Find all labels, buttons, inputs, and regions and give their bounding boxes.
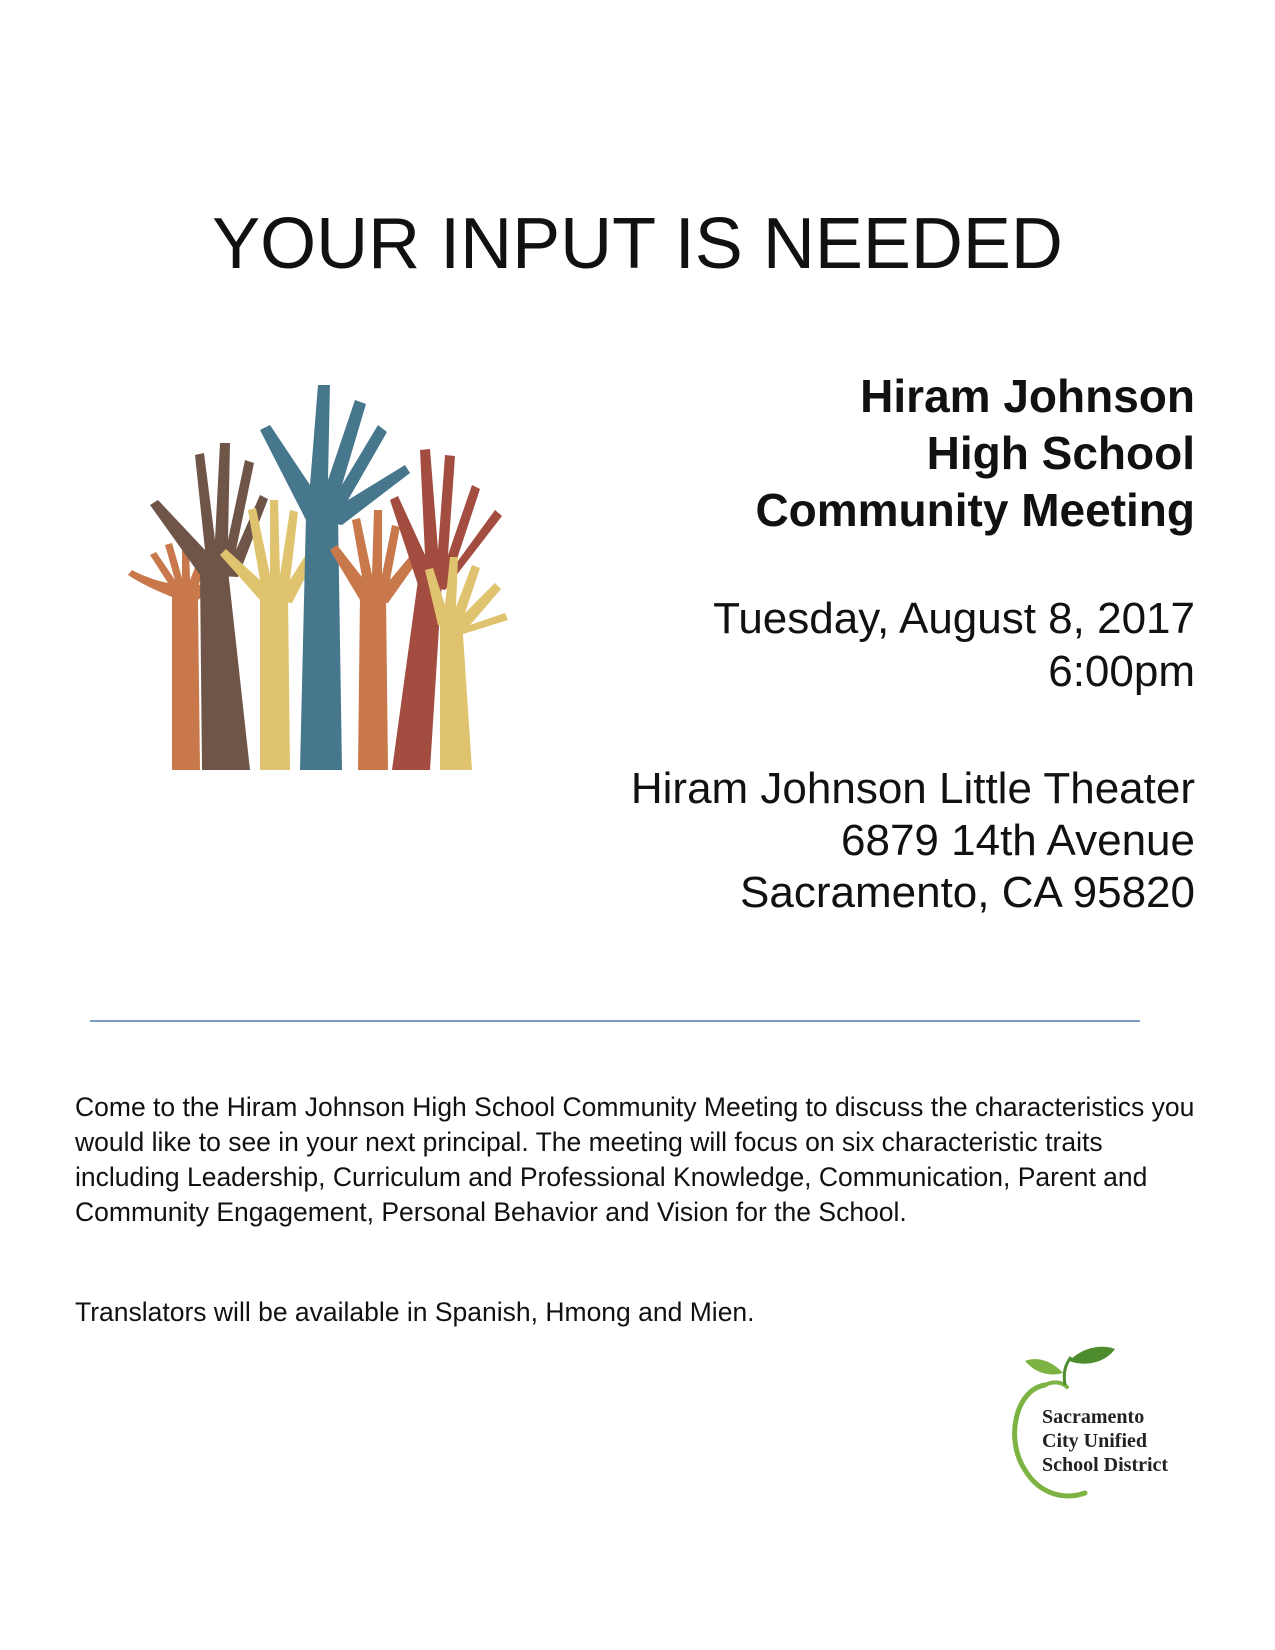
event-date: Tuesday, August 8, 2017 [713, 594, 1195, 643]
orange-hand-left [128, 543, 210, 770]
logo-line-3: School District [1042, 1454, 1169, 1476]
logo-line-2: City Unified [1042, 1430, 1147, 1452]
divider [90, 1020, 1140, 1022]
yellow-hand-right [425, 557, 508, 770]
description-paragraph: Come to the Hiram Johnson High School Community Meeting to discuss the characteristics you would like to see in your next principal. The meeting will focus on six characteristic traits including Leadership, Curriculum and Professional Knowledge, Communication, Parent and Community Engagement, Personal Behavior and Vision for the School. [75, 1092, 1195, 1227]
event-datetime [713, 592, 1195, 698]
event-time: 6:00pm [1048, 647, 1195, 696]
event-title-line-1: Hiram Johnson [860, 370, 1195, 422]
translators-note: Translators will be available in Spanish, Hmong and Mien. [75, 1297, 755, 1327]
location-venue: Hiram Johnson Little Theater [630, 764, 1195, 813]
event-location [631, 763, 1195, 919]
headline: YOUR INPUT IS NEEDED [212, 204, 1063, 284]
event-title-line-3: Community Meeting [755, 484, 1195, 536]
logo-line-1: Sacramento [1042, 1406, 1145, 1428]
event-title-line-2: High School [926, 427, 1195, 479]
event-title [755, 368, 1195, 539]
district-logo [1005, 1345, 1205, 1505]
brown-hand [150, 443, 268, 770]
location-city: Sacramento, CA 95820 [740, 868, 1195, 917]
logo-text [1042, 1405, 1168, 1477]
location-street: 6879 14th Avenue [841, 816, 1195, 865]
raised-hands-illustration [120, 385, 540, 815]
